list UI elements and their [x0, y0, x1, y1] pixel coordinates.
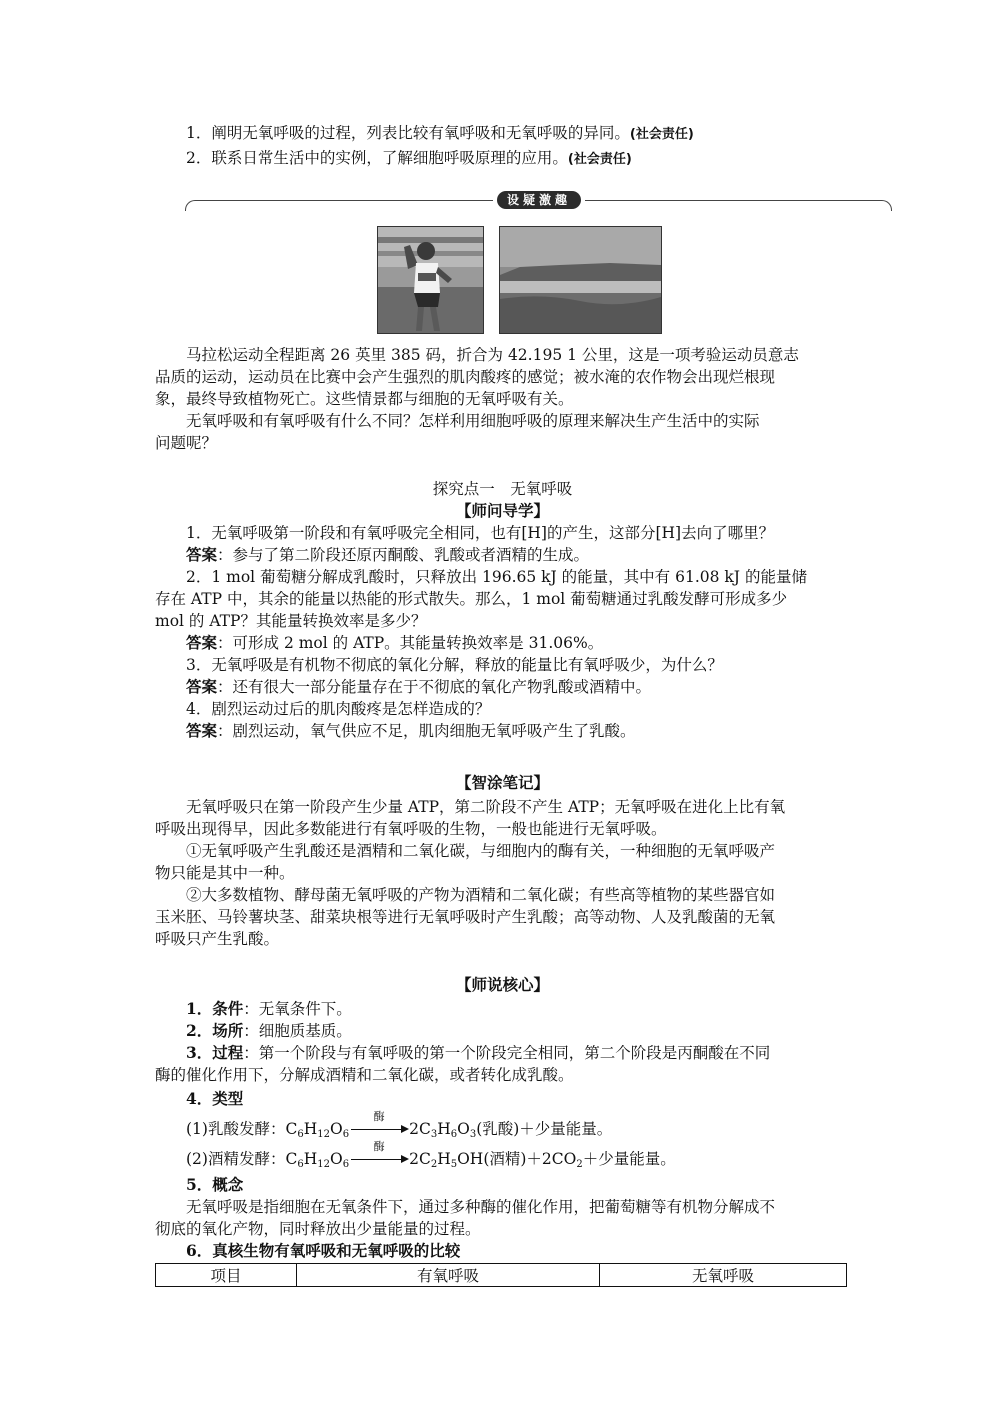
objective-tag: (社会责任): [629, 127, 694, 142]
comparison-table: [155, 1263, 847, 1287]
marathon-runner-photo: [377, 226, 484, 334]
notes-line: 玉米胚、马铃薯块茎、甜菜块根等进行无氧呼吸时产生乳酸；高等动物、人及乳酸菌的无氧: [155, 908, 776, 926]
enzyme-label: 酶: [373, 1110, 385, 1123]
section-badge-label: 设疑激趣: [497, 191, 581, 209]
question-line: 4．剧烈运动过后的肌肉酸疼是怎样造成的？: [186, 700, 491, 718]
core-concept-text: 彻底的氧化产物，同时释放出少量能量的过程。: [155, 1220, 481, 1238]
core-text: ：无氧条件下。: [243, 1000, 352, 1018]
core-heading: 【师说核心】: [455, 975, 549, 994]
answer-label: 答案: [186, 633, 218, 652]
answer-label: 答案: [186, 721, 218, 740]
flooded-field-image: [500, 227, 661, 333]
notes-line: 无氧呼吸只在第一阶段产生少量 ATP，第二阶段不产生 ATP；无氧呼吸在进化上比有氧: [186, 798, 786, 816]
notes-line: ②大多数植物、酵母菌无氧呼吸的产物为酒精和二氧化碳；有些高等植物的某些器官如: [186, 886, 776, 904]
core-text: ：细胞质基质。: [243, 1022, 352, 1040]
marathon-runner-image: [378, 227, 483, 333]
intro-line: 无氧呼吸和有氧呼吸有什么不同？怎样利用细胞呼吸的原理来解决生产生活中的实际: [186, 412, 760, 430]
core-type-label: 4．类型: [186, 1089, 244, 1108]
core-label: 2．场所: [186, 1021, 244, 1040]
notes-line: ①无氧呼吸产生乳酸还是酒精和二氧化碳，与细胞内的酶有关，一种细胞的无氧呼吸产: [186, 842, 776, 860]
lactic-fermentation-equation: (1)乳酸发酵：$C_6H_{12}O_6$ 酶 $2C_3H_6O_3$(乳酸)＋少量能量。: [155, 1118, 612, 1140]
notes-line: 呼吸出现得早，因此多数能进行有氧呼吸的生物，一般也能进行无氧呼吸。: [155, 820, 667, 838]
notes-line: 呼吸只产生乳酸。: [155, 930, 280, 948]
table-header-cell: 项目: [156, 1264, 297, 1287]
notes-heading: 【智涂笔记】: [455, 773, 549, 792]
section-badge: [493, 189, 585, 211]
objective-text: 2．联系日常生活中的实例，了解细胞呼吸原理的应用。: [186, 149, 568, 167]
alcohol-fermentation-equation: (2)酒精发酵：$C_6H_{12}O_6$ 酶 $2C_2H_5OH$(酒精)$+2CO_2+$少量能量。: [155, 1148, 676, 1170]
table-header-cell: 无氧呼吸: [600, 1264, 847, 1287]
question-line: 3．无氧呼吸是有机物不彻底的氧化分解，释放的能量比有氧呼吸少，为什么？: [186, 656, 723, 674]
answer-text: ：还有很大一部分能量存在于不彻底的氧化产物乳酸或酒精中。: [217, 678, 652, 696]
equation-prefix: (2)酒精发酵：: [186, 1150, 286, 1168]
intro-line: 象，最终导致植物死亡。这些情景都与细胞的无氧呼吸有关。: [155, 390, 574, 408]
objective-1: [155, 122, 850, 146]
equation-product: (乳酸)＋少量能量。: [476, 1120, 613, 1138]
explore-title: 探究点一 无氧呼吸: [432, 480, 573, 498]
answer-text: ：参与了第二阶段还原丙酮酸、乳酸或者酒精的生成。: [217, 546, 590, 564]
core-text: ：第一个阶段与有氧呼吸的第一个阶段完全相同，第二个阶段是丙酮酸在不同: [243, 1044, 771, 1062]
core-concept-label: 5．概念: [186, 1175, 244, 1194]
equation-product: (酒精)＋2CO: [483, 1150, 577, 1168]
answer-text: ：剧烈运动，氧气供应不足，肌肉细胞无氧呼吸产生了乳酸。: [217, 722, 636, 740]
answer-line: [155, 676, 850, 698]
core-condition: [155, 998, 850, 1020]
objective-text: 1．阐明无氧呼吸的过程，列表比较有氧呼吸和无氧呼吸的异同。: [186, 124, 630, 142]
qa-heading: 【师问导学】: [455, 501, 549, 520]
core-concept-text: 无氧呼吸是指细胞在无氧条件下，通过多种酶的催化作用，把葡萄糖等有机物分解成不: [186, 1198, 776, 1216]
core-process-cont: 酶的催化作用下，分解成酒精和二氧化碳，或者转化成乳酸。: [155, 1066, 574, 1084]
core-process: [155, 1042, 850, 1064]
answer-label: 答案: [186, 545, 218, 564]
equation-prefix: (1)乳酸发酵：: [186, 1120, 286, 1138]
question-line: mol 的 ATP？其能量转换效率是多少？: [155, 612, 427, 630]
objective-2: [155, 147, 850, 171]
answer-label: 答案: [186, 677, 218, 696]
table-header-cell: 有氧呼吸: [297, 1264, 600, 1287]
core-label: 3．过程: [186, 1043, 244, 1062]
intro-line: 品质的运动，运动员在比赛中会产生强烈的肌肉酸疼的感觉；被水淹的农作物会出现烂根现: [155, 368, 776, 386]
enzyme-label: 酶: [373, 1140, 385, 1153]
flooded-field-photo: [499, 226, 662, 334]
equation-product: ＋少量能量。: [582, 1150, 676, 1168]
intro-line: 问题呢？: [155, 434, 218, 452]
enzyme-arrow: [349, 1140, 409, 1170]
answer-text: ：可形成 2 mol 的 ATP。其能量转换效率是 31.06%。: [217, 634, 604, 652]
table-header-row: [156, 1264, 847, 1287]
core-site: [155, 1020, 850, 1042]
question-line: 存在 ATP 中，其余的能量以热能的形式散失。那么，1 mol 葡萄糖通过乳酸发酵可形成多少: [155, 590, 788, 608]
question-line: 1．无氧呼吸第一阶段和有氧呼吸完全相同，也有[H]的产生，这部分[H]去向了哪里？: [186, 524, 775, 542]
answer-line: [155, 544, 850, 566]
intro-line: 马拉松运动全程距离 26 英里 385 码，折合为 42.195 1 公里，这是一项考验运动员意志: [186, 346, 799, 364]
notes-line: 物只能是其中一种。: [155, 864, 295, 882]
answer-line: [155, 632, 850, 654]
objective-tag: (社会责任): [567, 152, 632, 167]
question-line: 2．1 mol 葡萄糖分解成乳酸时，只释放出 196.65 kJ 的能量，其中有 61.08 kJ 的能量储: [186, 568, 807, 586]
core-compare-label: 6．真核生物有氧呼吸和无氧呼吸的比较: [186, 1241, 461, 1260]
core-label: 1．条件: [186, 999, 244, 1018]
answer-line: [155, 720, 850, 742]
